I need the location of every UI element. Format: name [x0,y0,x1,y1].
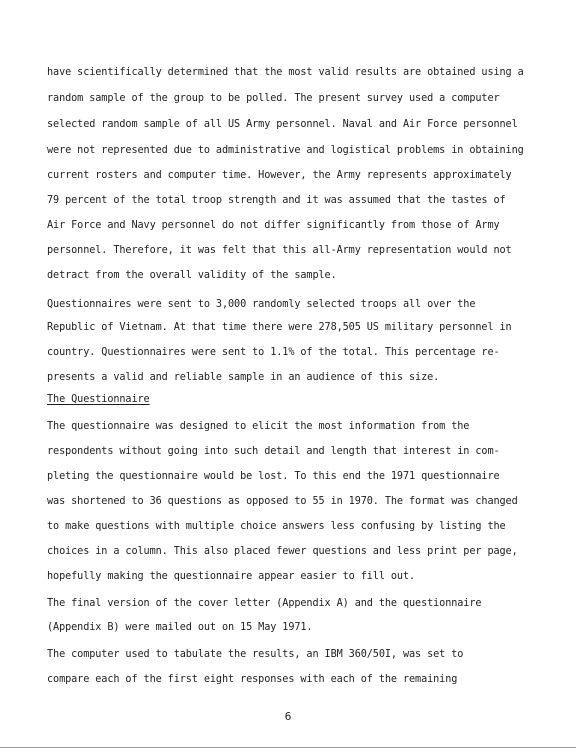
section-heading: The Questionnaire [47,394,150,405]
body-text-line: The computer used to tabulate the results, an IBM 360/50I, was set to [47,649,464,660]
body-text-line: current rosters and computer time. However, the Army represents approximately [47,170,512,181]
body-text-line: presents a valid and reliable sample in an audience of this size. [47,372,440,383]
body-text-line: Republic of Vietnam. At that time there were 278,505 US military personnel in [47,322,512,333]
body-text-line: (Appendix B) were mailed out on 15 May 1971. [47,622,313,633]
body-text-line: hopefully making the questionnaire appear easier to fill out. [47,571,416,582]
body-text-line: to make questions with multiple choice answers less confusing by listing the [47,521,506,532]
body-text-line: detract from the overall validity of the sample. [47,270,337,281]
page-edge-divider [0,747,576,748]
page-number: 6 [284,710,292,723]
body-text-line: were not represented due to administrative and logistical problems in obtaining [47,145,524,156]
body-text-line: Questionnaires were sent to 3,000 randomly selected troops all over the [47,299,476,310]
body-text-line: respondents without going into such detail and length that interest in com- [47,446,500,457]
body-text-line: pleting the questionnaire would be lost. To this end the 1971 questionnaire [47,471,500,482]
body-text-line: have scientifically determined that the most valid results are obtained using a [47,67,524,78]
body-text-line: compare each of the first eight responses with each of the remaining [47,674,458,685]
body-text-line: Air Force and Navy personnel do not differ significantly from those of Army [47,220,500,231]
body-text-line: was shortened to 36 questions as opposed to 55 in 1970. The format was changed [47,496,518,507]
body-text-line: personnel. Therefore, it was felt that this all-Army representation would not [47,245,512,256]
body-text-line: The final version of the cover letter (Appendix A) and the questionnaire [47,598,482,609]
body-text-line: country. Questionnaires were sent to 1.1% of the total. This percentage re- [47,347,500,358]
body-text-line: 79 percent of the total troop strength and it was assumed that the tastes of [47,195,506,206]
body-text-line: selected random sample of all US Army personnel. Naval and Air Force personnel [47,119,518,130]
body-text-line: choices in a column. This also placed fewer questions and less print per page, [47,546,518,557]
body-text-line: The questionnaire was designed to elicit the most information from the [47,421,470,432]
body-text-line: random sample of the group to be polled. The present survey used a computer [47,93,500,104]
